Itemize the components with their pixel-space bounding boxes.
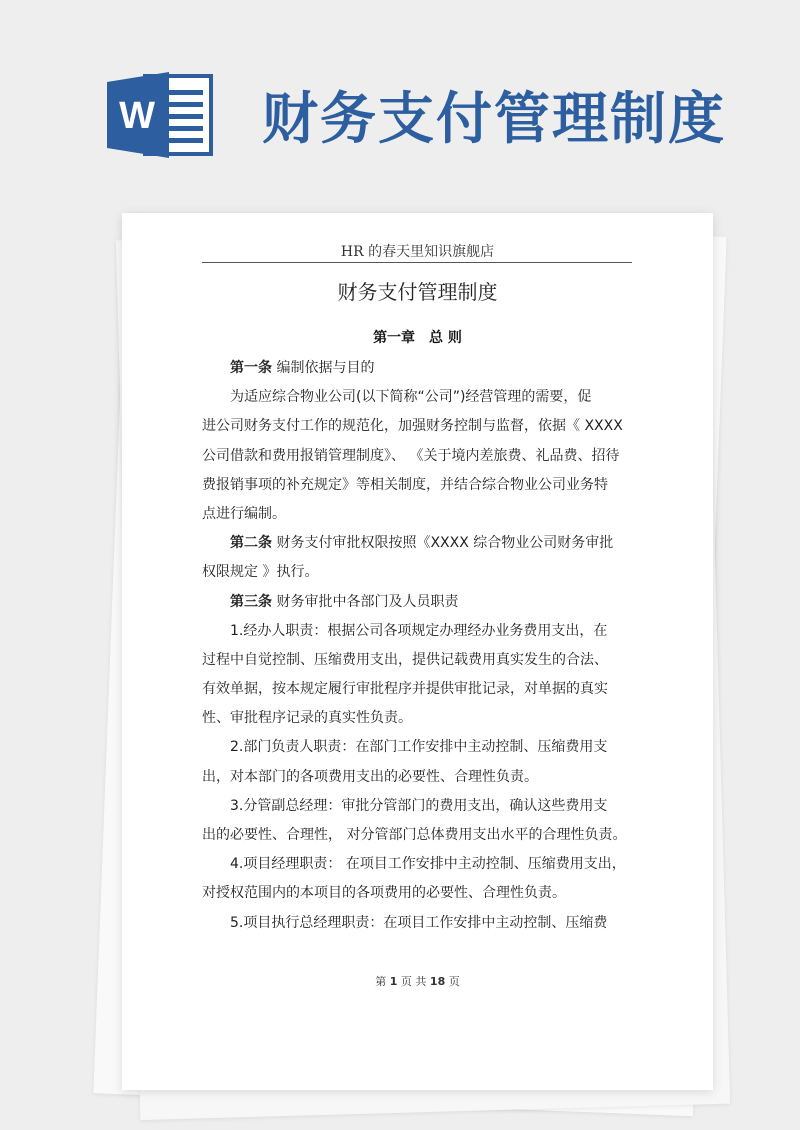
article-label: 第二条 bbox=[230, 535, 272, 552]
paragraph-line bbox=[202, 500, 632, 529]
line-text: 进公司财务支付工作的规范化，加强财务控制与监督，依据《 XXXX bbox=[202, 418, 623, 435]
line-text: 财务审批中各部门及人员职责 bbox=[276, 593, 459, 610]
footer-page-total: 18 bbox=[429, 975, 446, 988]
paragraph-line bbox=[202, 792, 632, 821]
paragraph-line bbox=[202, 442, 632, 471]
line-text: 编制依据与目的 bbox=[276, 360, 375, 376]
paragraph-line bbox=[202, 909, 632, 938]
line-text: 点进行编制。 bbox=[202, 505, 286, 522]
line-text: 公司借款和费用报销管理制度》、 《关于境内差旅费、礼品费、招待 bbox=[202, 447, 620, 464]
paragraph-line bbox=[202, 704, 632, 733]
footer-page-number: 1 bbox=[389, 975, 398, 988]
paragraph-line bbox=[202, 617, 632, 646]
article-line bbox=[202, 354, 632, 383]
banner bbox=[0, 0, 800, 200]
paragraph-line bbox=[202, 471, 632, 500]
line-text: 4.项目经理职责： 在项目工作安排中主动控制、压缩费用支出， bbox=[230, 856, 626, 873]
article-line bbox=[202, 588, 632, 617]
line-text: 出的必要性、合理性， 对分管部门总体费用支出水平的合理性负责。 bbox=[202, 827, 627, 843]
word-logo-letter: W bbox=[119, 95, 155, 137]
paragraph-line bbox=[202, 675, 632, 704]
line-text: 费报销事项的补充规定》等相关制度，并结合综合物业公司业务特 bbox=[202, 476, 608, 493]
line-text: 性、审批程序记录的真实性负责。 bbox=[202, 710, 412, 727]
footer-middle: 页 共 bbox=[400, 975, 427, 988]
line-text: 财务支付审批权限按照《XXXX 综合物业公司财务审批 bbox=[276, 535, 614, 552]
paragraph-line bbox=[202, 383, 632, 412]
footer-suffix: 页 bbox=[448, 975, 460, 988]
line-text: 权限规定 》执行。 bbox=[202, 564, 319, 581]
paragraph-line bbox=[202, 733, 632, 762]
paragraph-line bbox=[202, 412, 632, 441]
page-header: HR 的春天里知识旗舰店 bbox=[340, 244, 495, 260]
document-page bbox=[122, 213, 713, 1090]
word-icon bbox=[107, 70, 217, 160]
article-label: 第三条 bbox=[230, 593, 272, 610]
line-text: 3.分管副总经理：审批分管部门的费用支出，确认这些费用支 bbox=[230, 797, 608, 814]
line-text: 5.项目执行总经理职责：在项目工作安排中主动控制、压缩费 bbox=[230, 914, 608, 931]
paragraph-line bbox=[202, 879, 632, 908]
article-line bbox=[202, 529, 632, 558]
footer-prefix: 第 bbox=[375, 975, 387, 988]
paragraph-line bbox=[202, 850, 632, 879]
line-text: 对授权范围内的本项目的各项费用的必要性、合理性负责。 bbox=[202, 885, 566, 902]
line-text: 1.经办人职责：根据公司各项规定办理经办业务费用支出，在 bbox=[230, 622, 608, 639]
line-text: 出，对本部门的各项费用支出的必要性、合理性负责。 bbox=[202, 768, 538, 785]
page-footer bbox=[122, 973, 713, 989]
line-text: 有效单据，按本规定履行审批程序并提供审批记录，对单据的真实 bbox=[202, 681, 608, 698]
chapter-heading: 第一章 总 则 bbox=[373, 330, 462, 346]
article-label: 第一条 bbox=[230, 360, 272, 376]
paragraph-line bbox=[202, 646, 632, 675]
banner-title: 财务支付管理制度 bbox=[262, 87, 726, 152]
paragraph-line bbox=[202, 821, 632, 850]
paragraph-line bbox=[202, 763, 632, 792]
line-text: 2.部门负责人职责：在部门工作安排中主动控制、压缩费用支 bbox=[230, 739, 608, 756]
header-divider bbox=[202, 262, 632, 263]
line-text: 为适应综合物业公司(以下简称“公司”)经营管理的需要，促 bbox=[230, 389, 592, 406]
document-body bbox=[202, 354, 632, 938]
paragraph-line bbox=[202, 558, 632, 587]
line-text: 过程中自觉控制、压缩费用支出，提供记载费用真实发生的合法、 bbox=[202, 651, 608, 668]
document-title: 财务支付管理制度 bbox=[337, 280, 498, 304]
